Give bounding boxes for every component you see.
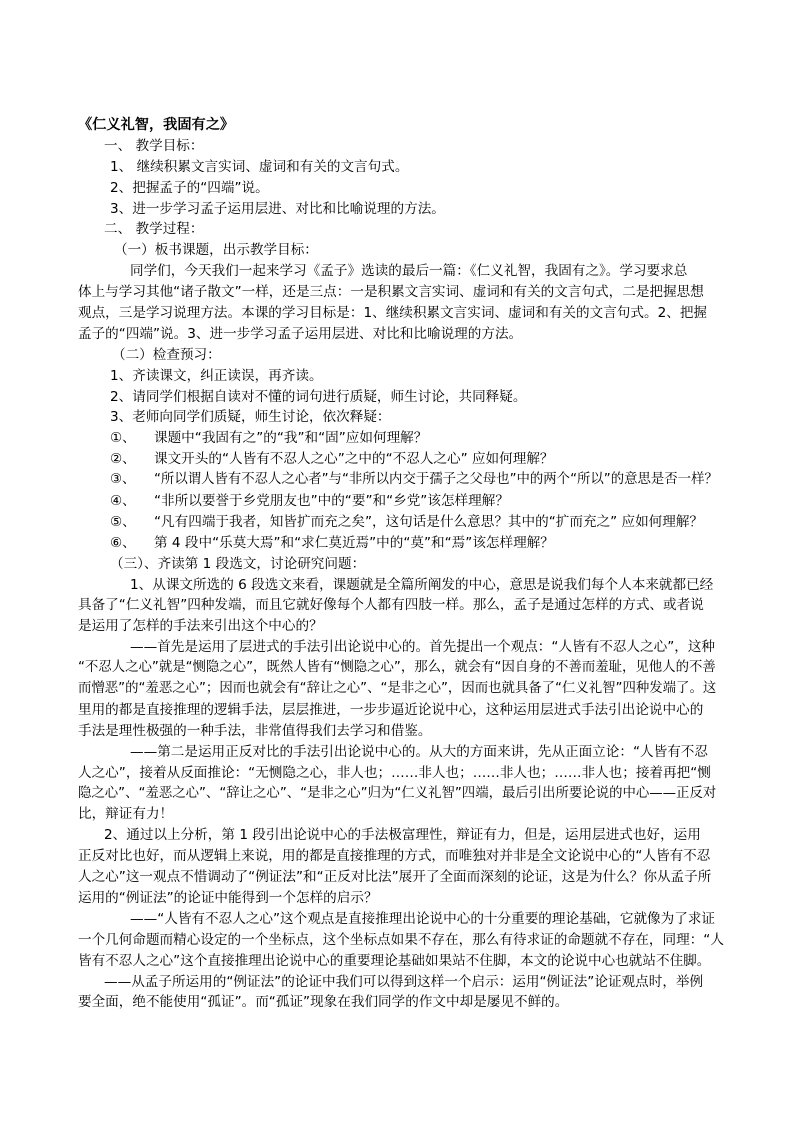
question-item bbox=[78, 533, 724, 554]
question-number: ①、 bbox=[110, 430, 136, 447]
paragraph-line: 体上与学习其他“诸子散文”一样，还是三点：一是积累文言实词、虚词和有关的文言句式，二是把握思想 bbox=[78, 284, 704, 301]
question-number: ⑥、 bbox=[110, 534, 136, 551]
subsection-heading-2: （二）检查预习： bbox=[112, 346, 221, 363]
paragraph-line: 运用的“例证法”的论证中能得到一个怎样的启示？ bbox=[78, 889, 378, 906]
question-number: ④、 bbox=[110, 493, 136, 510]
paragraph-line: 是运用了怎样的手法来引出这个中心的？ bbox=[78, 618, 323, 635]
section-heading-goals: 一、 教学目标： bbox=[104, 137, 204, 154]
question-item bbox=[78, 428, 724, 449]
question-item bbox=[78, 470, 724, 491]
paragraph-line: 2、通过以上分析，第 1 段引出论说中心的手法极富理性，辩证有力，但是，运用层进式也好，运用 bbox=[104, 827, 701, 844]
paragraph-line: 观点，三是学习说理方法。本课的学习目标是：1、继续积累文言实词、虚词和有关的文言句式。2、把握 bbox=[78, 305, 708, 322]
preview-item: 1、齐读课文，纠正读误，再齐读。 bbox=[110, 367, 323, 384]
paragraph-line: “不忍人之心”就是“恻隐之心”，既然人皆有“恻隐之心”，那么，就会有“因自身的不善而羞耻，见他人的不善 bbox=[78, 660, 716, 676]
question-text: 第 4 段中“乐莫大焉”和“求仁莫近焉”中的“莫”和“焉”该怎样理解？ bbox=[154, 534, 554, 551]
subsection-heading-1: （一）板书课题，出示教学目标： bbox=[114, 242, 318, 259]
paragraph-line: 人之心”，接着从反面推论：“无恻隐之心，非人也；……非人也；……非人也；……非人也；接着再把“恻 bbox=[78, 764, 711, 781]
question-text: “所以谓人皆有不忍人之心者”与“非所以内交于孺子之父母也”中的两个“所以”的意思是否一样？ bbox=[154, 472, 718, 488]
paragraph-line: ——第二是运用正反对比的手法引出论说中心的。从大的方面来讲，先从正面立论：“人皆有不忍 bbox=[130, 743, 708, 760]
paragraph-line: 皆有不忍人之心”这个直接推理出论说中心的重要理论基础如果站不住脚，本文的论说中心也就站不住脚。 bbox=[78, 952, 711, 969]
goal-item: 3、进一步学习孟子运用层进、对比和比喻说理的方法。 bbox=[110, 200, 445, 217]
paragraph-line: 隐之心”、“羞恶之心”、“辞让之心”、“是非之心”归为“仁义礼智”四端，最后引出所要论说的中心——正反对 bbox=[78, 785, 717, 801]
paragraph-line: ——“人皆有不忍人之心”这个观点是直接推理出论说中心的十分重要的理论基础，它就像为了求证 bbox=[130, 910, 716, 927]
question-number: ⑤、 bbox=[110, 513, 136, 530]
question-number: ③、 bbox=[110, 472, 136, 488]
question-item bbox=[78, 512, 724, 533]
paragraph-line: 孟子的“四端”说。3、进一步学习孟子运用层进、对比和比喻说理的方法。 bbox=[78, 325, 523, 342]
paragraph-line: ——首先是运用了层进式的手法引出论说中心的。首先提出一个观点：“人皆有不忍人之心”，这种 bbox=[130, 639, 716, 656]
goal-item: 2、把握孟子的“四端”说。 bbox=[110, 179, 269, 196]
document-title: 《仁义礼智，我固有之》 bbox=[78, 117, 235, 133]
paragraph-line: 比，辩证有力！ bbox=[78, 806, 174, 823]
paragraph-line: 里用的都是直接推理的逻辑手法，层层推进，一步步逼近论说中心，这种运用层进式手法引出论说中心的 bbox=[78, 701, 704, 718]
paragraph-line: 手法是理性极强的一种手法，非常值得我们去学习和借鉴。 bbox=[78, 722, 432, 739]
paragraph-line: 1、从课文所选的 6 段选文来看，课题就是全篇所阐发的中心，意思是说我们每个人本来就都已经 bbox=[130, 576, 714, 593]
question-text: “非所以要誉于乡党朋友也”中的“要”和“乡党”该怎样理解？ bbox=[154, 493, 509, 510]
question-item bbox=[78, 449, 724, 470]
paragraph-line: 要全面，绝不能使用“孤证”。而“孤证”现象在我们同学的作文中却是屡见不鲜的。 bbox=[78, 994, 569, 1011]
paragraph-line: ——从孟子所运用的“例证法”的论证中我们可以得到这样一个启示：运用“例证法”论证观点时，举例 bbox=[104, 973, 704, 990]
preview-item: 2、请同学们根据自读对不懂的词句进行质疑，师生讨论，共同释疑。 bbox=[110, 388, 527, 405]
goal-item: 1、 继续积累文言实词、虚词和有关的文言句式。 bbox=[110, 158, 409, 175]
question-number: ②、 bbox=[110, 451, 136, 468]
question-item bbox=[78, 491, 724, 512]
paragraph-line: 一个几何命题而精心设定的一个坐标点，这个坐标点如果不存在，那么有待求证的命题就不存在，同理：“人 bbox=[78, 931, 724, 948]
question-text: 课题中“我固有之”的“我”和“固”应如何理解？ bbox=[154, 430, 428, 447]
paragraph-line: 同学们，今天我们一起来学习《孟子》选读的最后一篇：《仁义礼智，我固有之》。学习要求总 bbox=[130, 263, 688, 280]
paragraph-line: 正反对比也好，而从逻辑上来说，用的都是直接推理的方式，而唯独对并非是全文论说中心的“人皆有不忍 bbox=[78, 848, 711, 865]
question-text: “凡有四端于我者，知皆扩而充之矣”，这句话是什么意思？其中的“扩而充之” 应如何理解？ bbox=[154, 513, 704, 530]
paragraph-line: 具备了“仁义礼智”四种发端，而且它就好像每个人都有四肢一样。那么，孟子是通过怎样的方式、或者说 bbox=[78, 597, 704, 614]
preview-item: 3、老师向同学们质疑，师生讨论，依次释疑： bbox=[110, 409, 391, 426]
paragraph-line: 而憎恶”的“羞恶之心”；因而也就会有“辞让之心”、“是非之心”，因而也就具备了“仁义礼智”四种发端了。这 bbox=[78, 681, 717, 697]
subsection-heading-3: （三）、齐读第 1 段选文，讨论研究问题： bbox=[110, 555, 366, 572]
question-text: 课文开头的“人皆有不忍人之心”之中的“不忍人之心” 应如何理解？ bbox=[154, 451, 554, 468]
document-body bbox=[78, 115, 724, 1013]
paragraph-line: 人之心”这一观点不惜调动了“例证法”和“正反对比法”展开了全面而深刻的论证，这是为什么？你从孟子所 bbox=[78, 869, 712, 886]
section-heading-process: 二、 教学过程： bbox=[104, 221, 204, 238]
